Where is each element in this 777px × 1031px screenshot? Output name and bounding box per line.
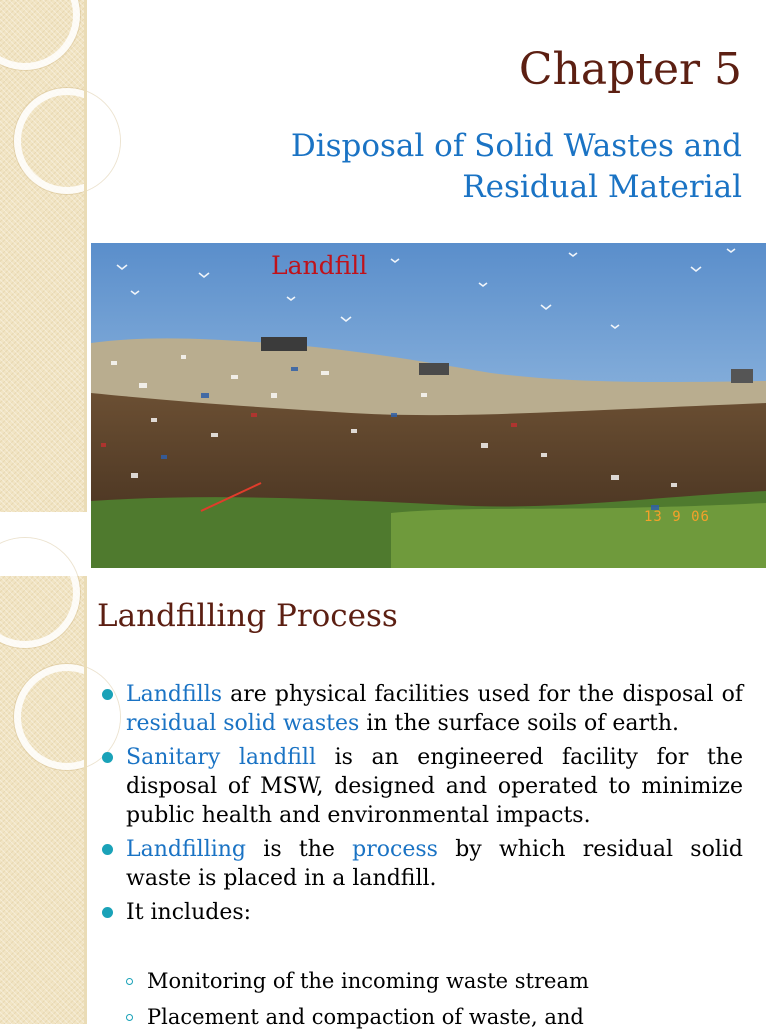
sub-bullet-ring-icon (126, 1014, 133, 1021)
term-highlight: process (352, 837, 438, 862)
slide-2 (0, 576, 768, 1029)
slide-title: Landfilling Process (97, 598, 398, 634)
bullet-item (100, 680, 743, 738)
term-highlight: residual solid wastes (126, 711, 360, 736)
term-highlight: Landfilling (126, 837, 247, 862)
stripe-edge (84, 576, 87, 1024)
bullet-text: by which residual solid waste is placed in a landfill. (126, 837, 743, 891)
bullet-text: It includes: (126, 900, 252, 925)
bullet-item (100, 898, 743, 927)
photo-label: Landfill (271, 251, 368, 280)
decorative-ring (0, 0, 80, 70)
decorative-ring (14, 88, 120, 194)
sub-bullet-item (126, 967, 777, 995)
chapter-subtitle: Disposal of Solid Wastes and Residual Material (290, 128, 742, 205)
bullet-item (100, 743, 743, 830)
bullet-text: in the surface soils of earth. (359, 711, 680, 736)
photo-timestamp: 13 9 06 (643, 509, 710, 525)
chapter-title: Chapter 5 (518, 44, 742, 95)
term-highlight: Sanitary landfill (126, 745, 317, 770)
landfill-photo (91, 243, 766, 569)
sub-bullet-ring-icon (126, 978, 133, 985)
bullet-dot-icon (102, 689, 113, 700)
bullet-item (100, 835, 743, 893)
decorative-ring (0, 538, 80, 648)
stripe-edge (84, 0, 87, 512)
sub-bullet-item (126, 1003, 777, 1031)
decorative-stripe (0, 576, 84, 1024)
term-highlight: Landfills (126, 682, 223, 707)
bullet-dot-icon (102, 907, 113, 918)
decorative-stripe (0, 0, 84, 512)
bullet-dot-icon (102, 844, 113, 855)
sub-bullet-text: Placement and compaction of waste, and (147, 1005, 584, 1029)
sub-bullet-text: Monitoring of the incoming waste stream (147, 969, 589, 993)
bullet-list (100, 680, 743, 932)
bullet-text: are physical facilities used for the disposal of (222, 682, 743, 707)
bullet-text: is the (246, 837, 353, 862)
bullet-text: is an engineered facility for the disposal of MSW, designed and operated to minimize public health and environmental impacts. (126, 745, 743, 828)
bullet-dot-icon (102, 752, 113, 763)
slide-gap (0, 568, 768, 576)
